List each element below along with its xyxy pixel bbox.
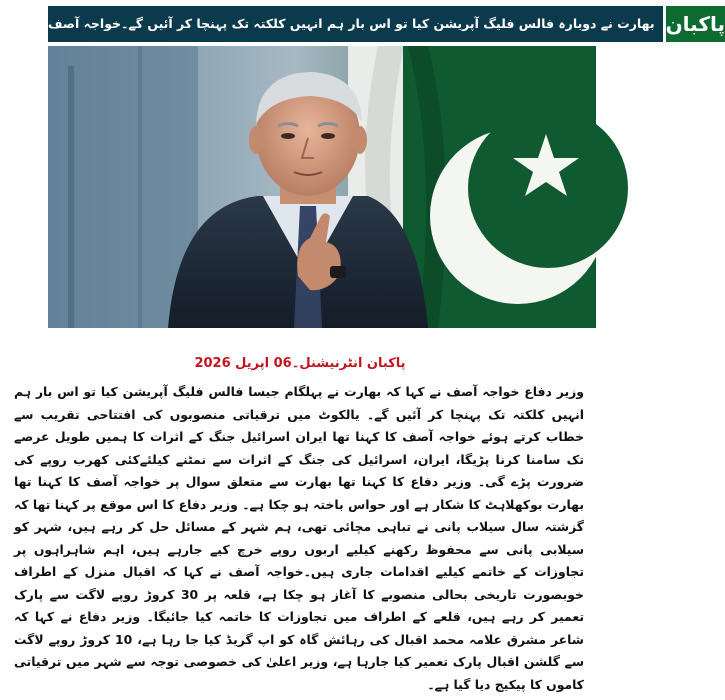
article-photo bbox=[48, 46, 596, 328]
headline-text: بھارت نے دوبارہ فالس فلیگ آپریشن کیا تو اس بار ہم انہیں کلکتہ تک پہنچا کر آئیں گے۔خواجہ آصف bbox=[48, 6, 663, 42]
headline-banner bbox=[48, 6, 725, 42]
brand-logo: پاکبان bbox=[663, 6, 725, 42]
article-body: وزیر دفاع خواجہ آصف نے کہا کہ بھارت نے پہلگام جیسا فالس فلیگ آپریشن کیا تو اس بار ہم انہیں کلکتہ تک پہنچا کر آئیں گے۔ یالکوٹ میں ترقیاتی منصوبوں کی افتتاحی تقریب سے خطاب کرتے ہوئے خواجہ آصف کا کہنا تھا ایران اسرائیل جنگ کے اثرات کا ہمیں طویل عرصے تک سامنا کرنا پڑیگا، ایران، اسرائیل کی جنگ کے اثرات سے نمٹنے کیلئےکئی کھرب روپے کی ضرورت پڑے گی۔ وزیر دفاع کا کہنا تھا بھارت سے متعلق سوال پر خواجہ آصف کا کہنا تھا بھارت بوکھلاہٹ کا شکار ہے اور حواس باختہ ہو چکا ہے۔ وزیر دفاع کا اس موقع پر کہنا تھا کہ گزشتہ سال سیلاب پانی نے تباہی مچائی تھی، ہم شہر کے مسائل حل کر رہے ہیں، شہر کو سیلابی پانی سے محفوظ رکھنے کیلیے اربوں روپے خرچ کیے جارہے ہیں، اہم شاہراہوں پر تجاوزات کے خاتمے کیلیے اقدامات جاری ہیں۔خواجہ آصف نے کہا کہ اقبال منزل کے اطراف خوبصورت تاریخی بحالی منصوبے کا آغاز ہو چکا ہے، قلعہ پر 30 کروڑ روپے لاگت سے پارک تعمیر کر رہے ہیں، قلعے کے اطراف میں تجاوزات کا خاتمہ کیا جائیگا۔ وزیر دفاع نے کہا کہ شاعر مشرق علامہ محمد اقبال کی رہائش گاہ کو اپ گریڈ کیا جا رہا ہے، 10 کروڑ روپے لاگت سے گلشن اقبال پارک تعمیر کیا جارہا ہے، وزیر اعلیٰ کی خصوصی توجہ سے شہر میں ترقیاتی کاموں کا پیکیج دیا گیا ہے۔ bbox=[14, 384, 584, 692]
article-dateline: پاکبان انٹرنیشنل۔06 اپریل 2026 bbox=[194, 356, 406, 371]
